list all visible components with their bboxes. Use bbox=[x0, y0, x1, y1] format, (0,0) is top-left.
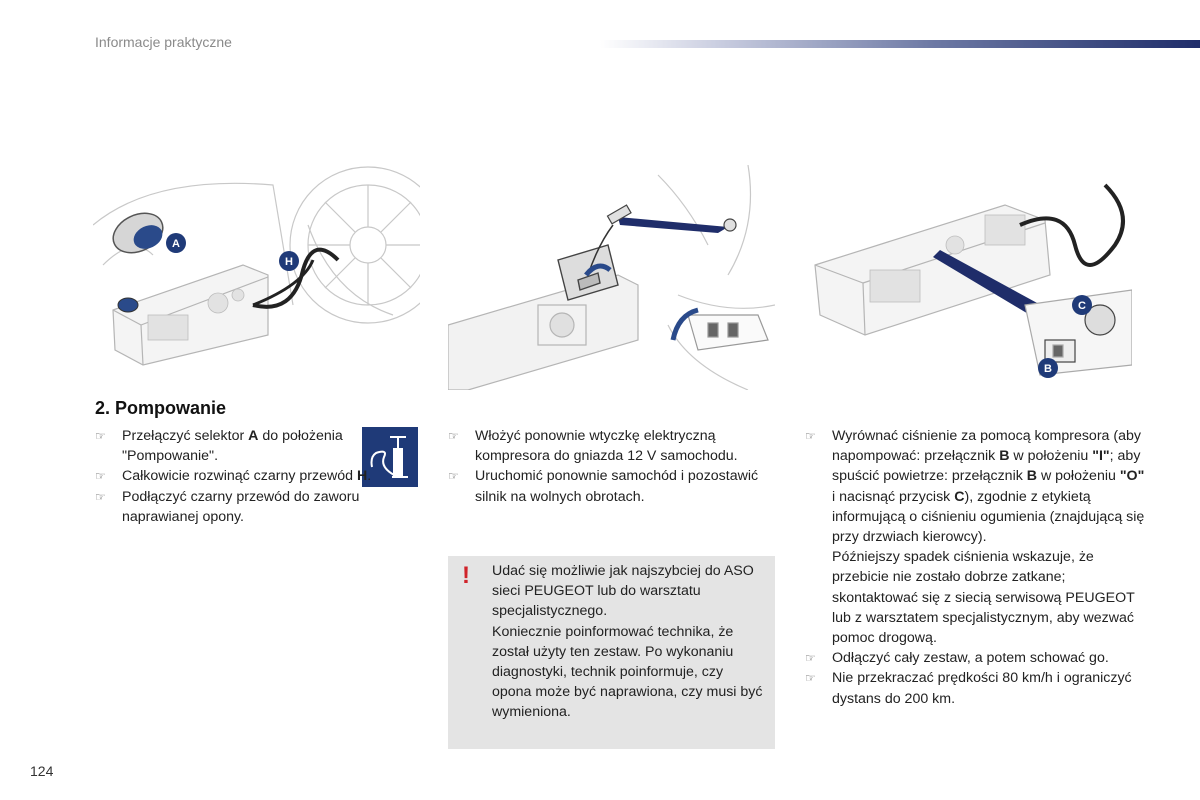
continuation-paragraph: Późniejszy spadek ciśnienia wskazuje, że przebicie nie zostało dobrze zatkane; skontaktować się z siecią serwisową PEUGEOT lub z warsztatem specjalistycznym, aby wezwać pomoc drogową. bbox=[832, 549, 1135, 647]
warning-box bbox=[448, 556, 775, 749]
list-item: ☞ Wyrównać ciśnienie za pomocą kompresora (aby napompować: przełącznik B w położeniu "I"; aby spuścić powietrze: przełącznik B w położeniu "O" i nacisnąć przycisk C), zgodnie z etykietą informującą o ciśnieniu ogumienia (znajdującą się przy drzwiach kierowcy). bbox=[805, 428, 1145, 546]
column-1 bbox=[95, 426, 390, 527]
warning-paragraph-2: Koniecznie poinformować technika, że został użyty ten zestaw. Po wykonaniu diagnostyki, technik poinformuje, czy opona może być naprawiona, czy musi być wymieniona. bbox=[492, 623, 763, 721]
page-number: 124 bbox=[30, 763, 54, 779]
compressor-hose-drawing bbox=[93, 165, 420, 390]
pointer-bullet-icon: ☞ bbox=[448, 469, 459, 484]
label-h: H bbox=[285, 256, 293, 268]
column-2 bbox=[448, 426, 778, 507]
list-item: ☞ Całkowicie rozwinąć czarny przewód H. bbox=[95, 466, 390, 486]
label-c: C bbox=[1078, 300, 1086, 312]
pointer-bullet-icon: ☞ bbox=[95, 429, 106, 443]
switch-button-drawing bbox=[805, 165, 1132, 390]
list-item: ☞ Nie przekraczać prędkości 80 km/h i ograniczyć dystans do 200 km. bbox=[805, 670, 1132, 707]
pointer-bullet-icon: ☞ bbox=[95, 469, 106, 484]
pointer-bullet-icon: ☞ bbox=[448, 429, 459, 443]
pointer-bullet-icon: ☞ bbox=[805, 651, 816, 666]
list-item: ☞ Odłączyć cały zestaw, a potem schować go. bbox=[805, 648, 1145, 668]
list-item: ☞ Podłączyć czarny przewód do zaworu naprawianej opony. bbox=[95, 488, 360, 525]
illustration-compressor-hose bbox=[93, 165, 420, 390]
column-3 bbox=[805, 426, 1145, 709]
running-header: Informacje praktyczne bbox=[95, 34, 232, 50]
list-item: ☞ Przełączyć selektor A do położenia "Pompowanie". bbox=[95, 428, 343, 465]
pointer-bullet-icon: ☞ bbox=[805, 429, 816, 443]
pointer-bullet-icon: ☞ bbox=[805, 671, 816, 686]
label-a: A bbox=[172, 238, 180, 250]
label-b: B bbox=[1044, 363, 1052, 375]
power-socket-drawing bbox=[448, 165, 775, 390]
warning-exclamation-icon: ! bbox=[462, 562, 470, 589]
list-item: ☞ Uruchomić ponownie samochód i pozostawić silnik na wolnych obrotach. bbox=[448, 468, 759, 505]
pointer-bullet-icon: ☞ bbox=[95, 489, 106, 504]
illustration-power-socket bbox=[448, 165, 775, 390]
warning-paragraph-1: Udać się możliwie jak najszybciej do ASO sieci PEUGEOT lub do warsztatu specjalistycznego. bbox=[492, 563, 754, 620]
section-title: 2. Pompowanie bbox=[95, 398, 227, 418]
illustration-switch-button bbox=[805, 165, 1132, 390]
header-gradient-bar bbox=[600, 40, 1200, 48]
list-item: ☞ Włożyć ponownie wtyczkę elektryczną kompresora do gniazda 12 V samochodu. bbox=[448, 428, 738, 465]
